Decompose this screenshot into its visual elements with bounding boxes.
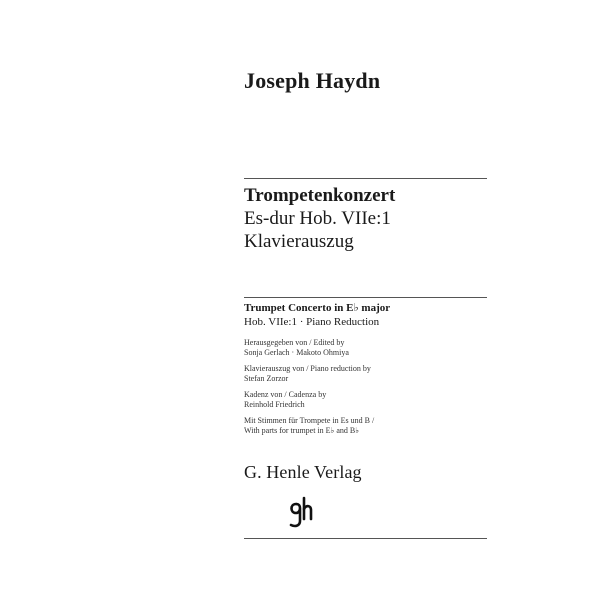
- publisher-name: G. Henle Verlag: [244, 462, 362, 482]
- divider-middle: [244, 297, 487, 298]
- english-subtitle: Hob. VIIe:1 · Piano Reduction: [244, 316, 380, 328]
- credit-piano-reduction: [244, 364, 489, 384]
- credits-list: [244, 338, 489, 442]
- composer-name: Joseph Haydn: [244, 68, 381, 93]
- german-title: Trompetenkonzert: [244, 185, 396, 206]
- henle-logo-icon: [283, 495, 317, 529]
- credit-value: Sonja Gerlach · Makoto Ohmiya: [244, 348, 349, 357]
- german-edition: Klavierauszug: [244, 231, 354, 252]
- credit-editor: [244, 338, 489, 358]
- credit-value: Reinhold Friedrich: [244, 400, 305, 409]
- divider-bottom: [244, 538, 487, 539]
- german-key: Es-dur Hob. VIIe:1: [244, 208, 391, 229]
- credit-label: Herausgegeben von / Edited by: [244, 338, 345, 347]
- english-title-block: [244, 302, 489, 329]
- credit-label: Kadenz von / Cadenza by: [244, 390, 327, 399]
- credit-label: Klavierauszug von / Piano reduction by: [244, 364, 371, 373]
- english-title: Trumpet Concerto in E♭ major: [244, 302, 391, 314]
- credit-cadenza: [244, 390, 489, 410]
- divider-top: [244, 178, 487, 179]
- credit-label: Mit Stimmen für Trompete in Es und B /: [244, 416, 375, 425]
- german-title-block: [244, 185, 489, 253]
- credit-parts: [244, 416, 489, 436]
- credit-value: With parts for trumpet in E♭ and B♭: [244, 426, 359, 435]
- credit-value: Stefan Zorzor: [244, 374, 289, 383]
